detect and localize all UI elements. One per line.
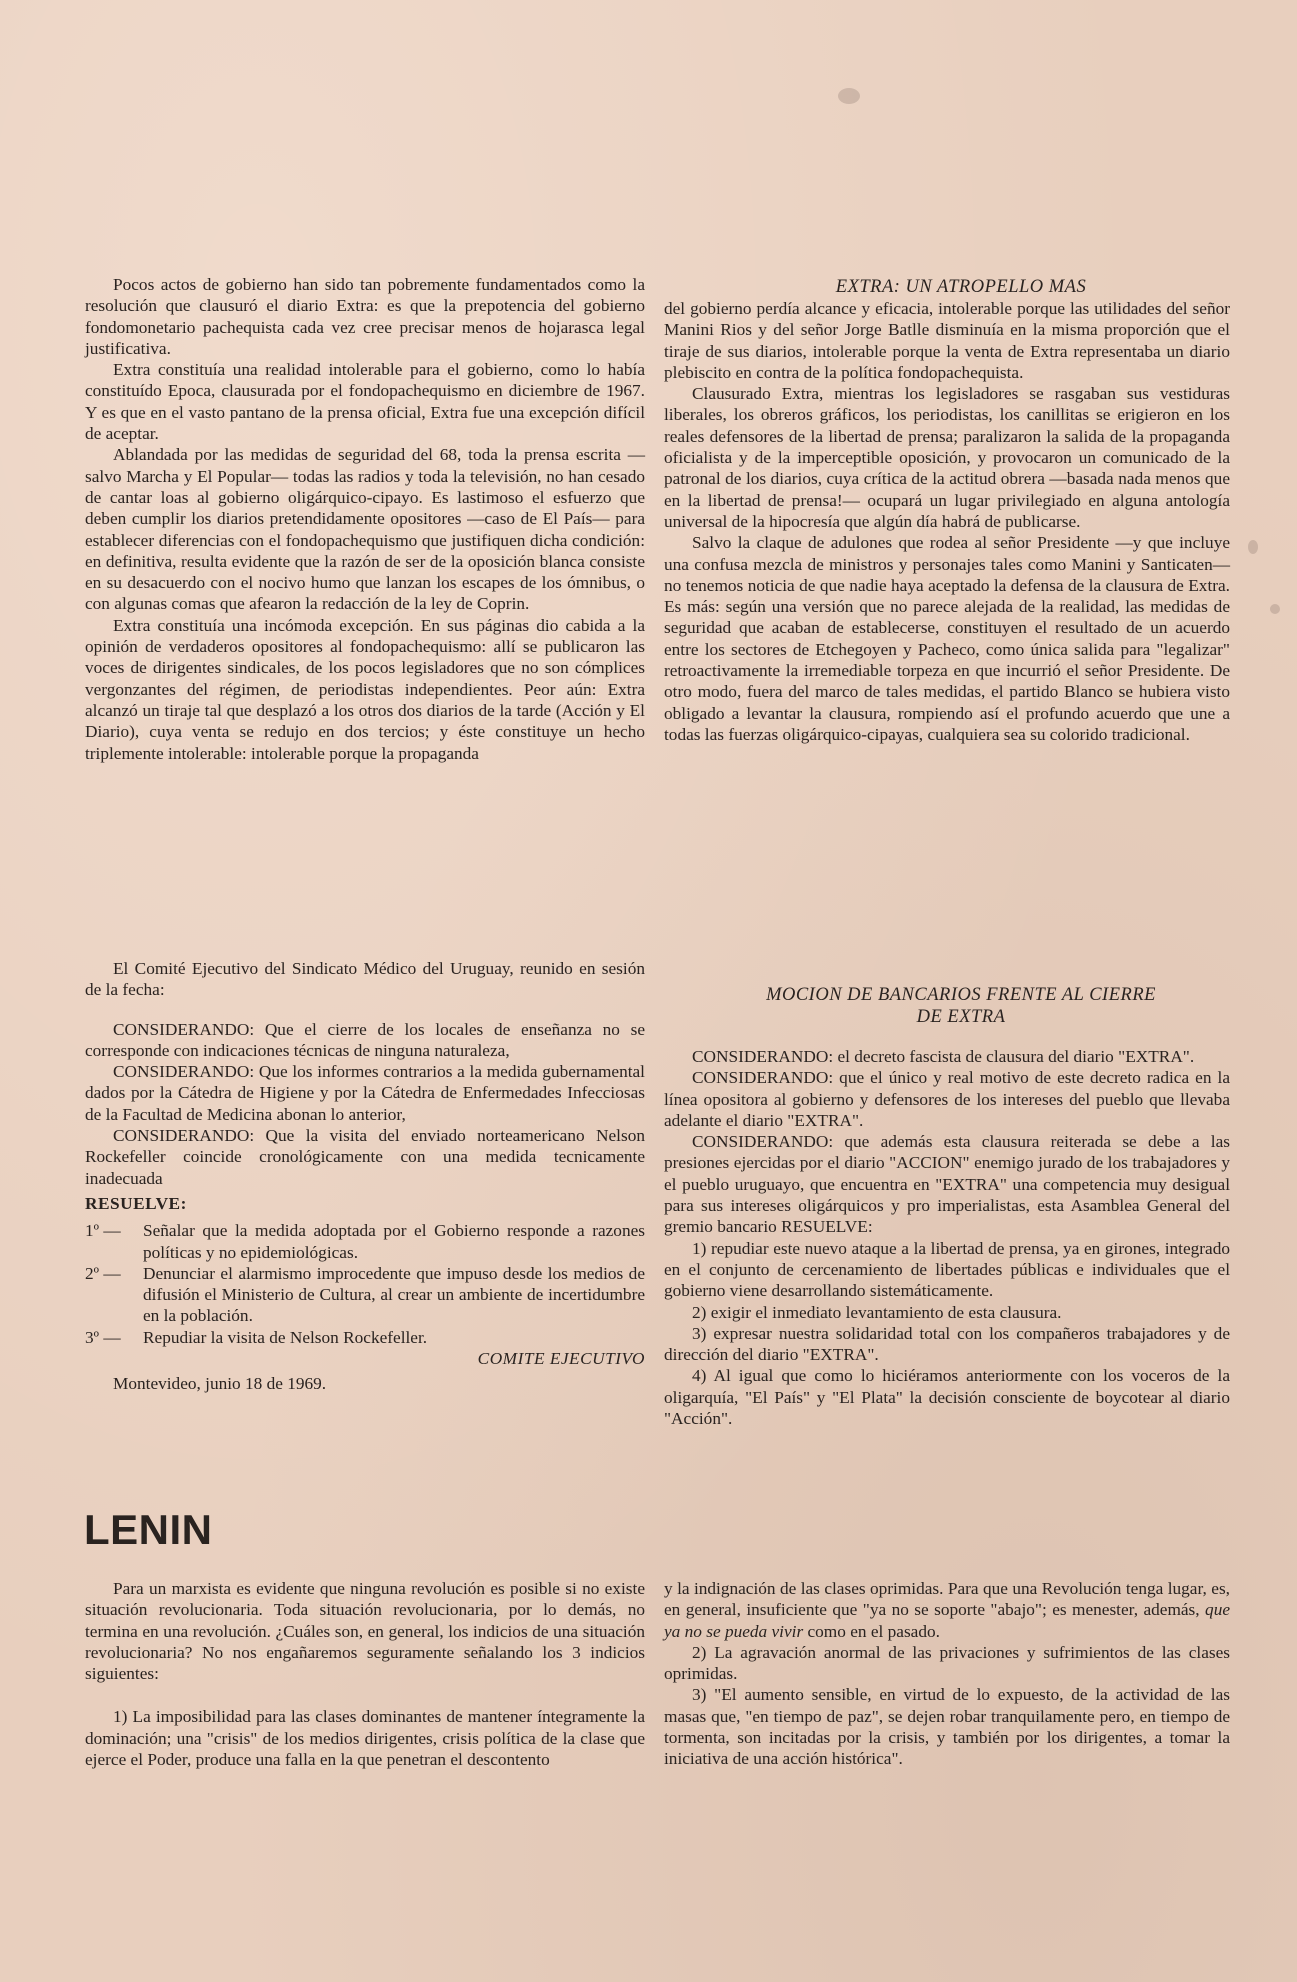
motion-considerando: CONSIDERANDO: que el único y real motivo de este decreto radica en la línea opositora al gobierno y defensores de los intereses del pueblo que llevaba adelante el diario "EXTRA". xyxy=(664,1068,1230,1130)
smu-considerando: CONSIDERANDO: Que la visita del enviado norteamericano Nelson Rockefeller coincide cronológicamente con una medida tecnicamente inadecuada xyxy=(85,1126,645,1188)
lenin-emphasis: que ya no se pueda vivir xyxy=(664,1600,1230,1641)
left-article xyxy=(85,274,645,764)
smu-item xyxy=(85,1263,645,1327)
lenin-right xyxy=(664,1578,1230,1770)
smu-item xyxy=(85,1220,645,1263)
lenin-paragraph: 3) "El aumento sensible, en virtud de lo expuesto, de la actividad de las masas que, "en tiempo de paz", se dejen robar tranquilamente pero, en tiempo de tormenta, son incitadas por la crisis, y también por los dirigentes, a tomar la iniciativa de una acción histórica". xyxy=(664,1685,1230,1769)
item-text: Señalar que la medida adoptada por el Gobierno responde a razones políticas y no epidemiológicas. xyxy=(143,1221,645,1262)
smu-signature: COMITE EJECUTIVO xyxy=(477,1349,645,1369)
lenin-text: como en el pasado. xyxy=(807,1621,940,1641)
paper-stain xyxy=(838,88,860,104)
article-paragraph: Ablandada por las medidas de seguridad del 68, toda la prensa escrita —salvo Marcha y El Popular— todas las radios y toda la televisión, no han cesado de cantar loas al gobierno oligárquico-cipayo. Es lastimoso el esfuerzo que deben cumplir los diarios pretendidamente opositores —caso de El País— para establecer diferencias con el fondopachequismo que justifiquen dicha condición: en definitiva, resulta evidente que la razón de ser de la oposición blanca consiste en su desacuerdo con el nocivo humo que lanzan los escapes de los ómnibus, o con algunas comas que afearon la redacción de la ley de Coprin. xyxy=(85,445,645,614)
smu-resuelve: RESUELVE: xyxy=(85,1193,187,1213)
paper-stain xyxy=(1248,540,1258,554)
smu-considerando: CONSIDERANDO: Que los informes contrarios a la medida gubernamental dados por la Cátedra de Higiene y por la Cátedra de Enfermedades Infecciosas de la Facultad de Medicina abonan lo anterior, xyxy=(85,1062,645,1124)
article-paragraph: Salvo la claque de adulones que rodea al señor Presidente —y que incluye una confusa mezcla de ministros y personajes tales como Manini y Santicaten— no tenemos noticia de que nadie haya aceptado la defensa de la clausura de Extra. Es más: según una versión que no parece alejada de la realidad, las medidas de seguridad que acaban de establecerse, constituyen el resultado de un acuerdo entre los sectores de Etchegoyen y Pacheco, como única salida para "legalizar" retroactivamente la irremediable torpeza en que incurrió el señor Presidente. De otro modo, fuera del marco de tales medidas, el partido Blanco se hubiera visto obligado a levantar la clausura, rompiendo así el profundo acuerdo que une a todas las fuerzas oligárquico-cipayas, cualquiera sea su colorido tradicional. xyxy=(664,533,1230,744)
motion-item: 3) expresar nuestra solidaridad total con los compañeros trabajadores y de dirección del diario "EXTRA". xyxy=(664,1323,1230,1365)
paper-stain xyxy=(1270,604,1280,614)
motion-heading-line2: DE EXTRA xyxy=(916,1007,1006,1027)
motion-item: 2) exigir el inmediato levantamiento de esta clausura. xyxy=(692,1302,1062,1322)
lenin-title: LENIN xyxy=(84,1506,213,1553)
lenin-left xyxy=(85,1578,645,1770)
item-text: Repudiar la visita de Nelson Rockefeller. xyxy=(143,1327,428,1347)
smu-intro: El Comité Ejecutivo del Sindicato Médico del Uruguay, reunido en sesión de la fecha: xyxy=(85,959,645,1000)
article-paragraph: Extra constituía una incómoda excepción. En sus páginas dio cabida a la opinión de verdaderos opositores al fondopachequismo: allí se publicaron las voces de dirigentes sindicales, de los pocos legisladores que no son cómplices vergonzantes del régimen, de periodistas independientes. Peor aún: Extra alcanzó un tiraje tal que desplazó a los otros dos diarios de la tarde (Acción y El Diario), cuya venta se redujo en dos tercios; y éste constituye un hecho triplemente intolerable: intolerable porque la propaganda xyxy=(85,615,645,763)
smu-date: Montevideo, junio 18 de 1969. xyxy=(113,1374,327,1394)
lenin-paragraph: 2) La agravación anormal de las privaciones y sufrimientos de las clases oprimidas. xyxy=(664,1642,1230,1684)
article-paragraph: del gobierno perdía alcance y eficacia, intolerable porque las utilidades del señor Manini Rios y del señor Jorge Batlle disminuía en la misma proporción que el tiraje de sus diarios, intolerable porque la venta de Extra representaba un diario plebiscito en contra de la política fondopachequista. xyxy=(664,299,1230,382)
smu-item xyxy=(85,1327,645,1348)
motion-considerando: CONSIDERANDO: el decreto fascista de clausura del diario "EXTRA". xyxy=(692,1047,1195,1066)
article-paragraph: Extra constituía una realidad intolerable para el gobierno, como lo había constituído Epoca, clausurada por el fondopachequismo en diciembre de 1967. Y es que en el vasto pantano de la prensa oficial, Extra fue una excepción difícil de aceptar. xyxy=(85,360,645,444)
motion-heading: MOCION DE BANCARIOS FRENTE AL CIERRE xyxy=(766,985,1156,1005)
item-text: Denunciar el alarmismo improcedente que impuso desde los medios de difusión el Ministerio de Cultura, al crear un ambiente de incertidumbre en la población. xyxy=(143,1263,645,1326)
bancarios-motion xyxy=(664,984,1230,1429)
article-paragraph: Pocos actos de gobierno han sido tan pobremente fundamentados como la resolución que clausuró el diario Extra: es que la prepotencia del gobierno fondomonetario pachequista cada vez cree precisar menos de hojarasca legal justificativa. xyxy=(85,275,645,358)
motion-considerando: CONSIDERANDO: que además esta clausura reiterada se debe a las presiones ejercidas por el diario "ACCION" enemigo jurado de los trabajadores y el pueblo uruguayo, que encuentra en "EXTRA" una competencia muy desigual para sus intereses oligárquicos y pro imperialistas, esta Asamblea General del gremio bancario RESUELVE: xyxy=(664,1132,1230,1237)
item-number: 1º — xyxy=(85,1221,121,1241)
smu-declaration xyxy=(85,958,645,1395)
smu-considerando: CONSIDERANDO: Que el cierre de los locales de enseñanza no se corresponde con indicaciones técnicas de ninguna naturaleza, xyxy=(85,1019,645,1060)
article-paragraph: Clausurado Extra, mientras los legisladores se rasgaban sus vestiduras liberales, los obreros gráficos, los periodistas, los canillitas se erigieron en los reales defensores de la libertad de prensa; paralizaron la salida de la propaganda oficialista y de la imperceptible oposición, y provocaron un comunicado de la patronal de los diarios, cuya crítica de la actitud obrera —basada nada menos que en la libertad de prensa!— ocupará un lugar privilegiado en alguna antología universal de la hipocresía que algún día habrá de publicarse. xyxy=(664,384,1230,531)
lenin-paragraph: 1) La imposibilidad para las clases dominantes de mantener íntegramente la dominación; una "crisis" de los medios dirigentes, crisis política de la clase que ejerce el Poder, produce una falla en la que penetran el descontento xyxy=(85,1707,645,1770)
lenin-paragraph xyxy=(664,1578,1230,1642)
right-article xyxy=(664,276,1230,745)
motion-item: 4) Al igual que como lo hiciéramos anteriormente con los voceros de la oligarquía, "El País" y "El Plata" la decisión consciente de boycotear al diario "Acción". xyxy=(664,1366,1230,1429)
lenin-paragraph: Para un marxista es evidente que ninguna revolución es posible si no existe situación revolucionaria. Toda situación revolucionaria, por lo demás, no termina en una revolución. ¿Cuáles son, en general, los indicios de una situación revolucionaria? No nos engañaremos seguramente señalando los 3 indicios siguientes: xyxy=(85,1579,645,1684)
article-heading: EXTRA: UN ATROPELLO MAS xyxy=(835,277,1087,297)
motion-item: 1) repudiar este nuevo ataque a la libertad de prensa, ya en girones, integrado en el conjunto de cercenamiento de libertades públicas e individuales que el gobierno viene desarrollando sistemáticamente. xyxy=(664,1238,1230,1301)
item-number: 3º — xyxy=(85,1327,121,1347)
item-number: 2º — xyxy=(85,1263,121,1283)
lenin-text: y la indignación de las clases oprimidas. Para que una Revolución tenga lugar, es, en general, insuficiente que "ya no se soporte "abajo"; es menester, además, xyxy=(664,1579,1230,1620)
